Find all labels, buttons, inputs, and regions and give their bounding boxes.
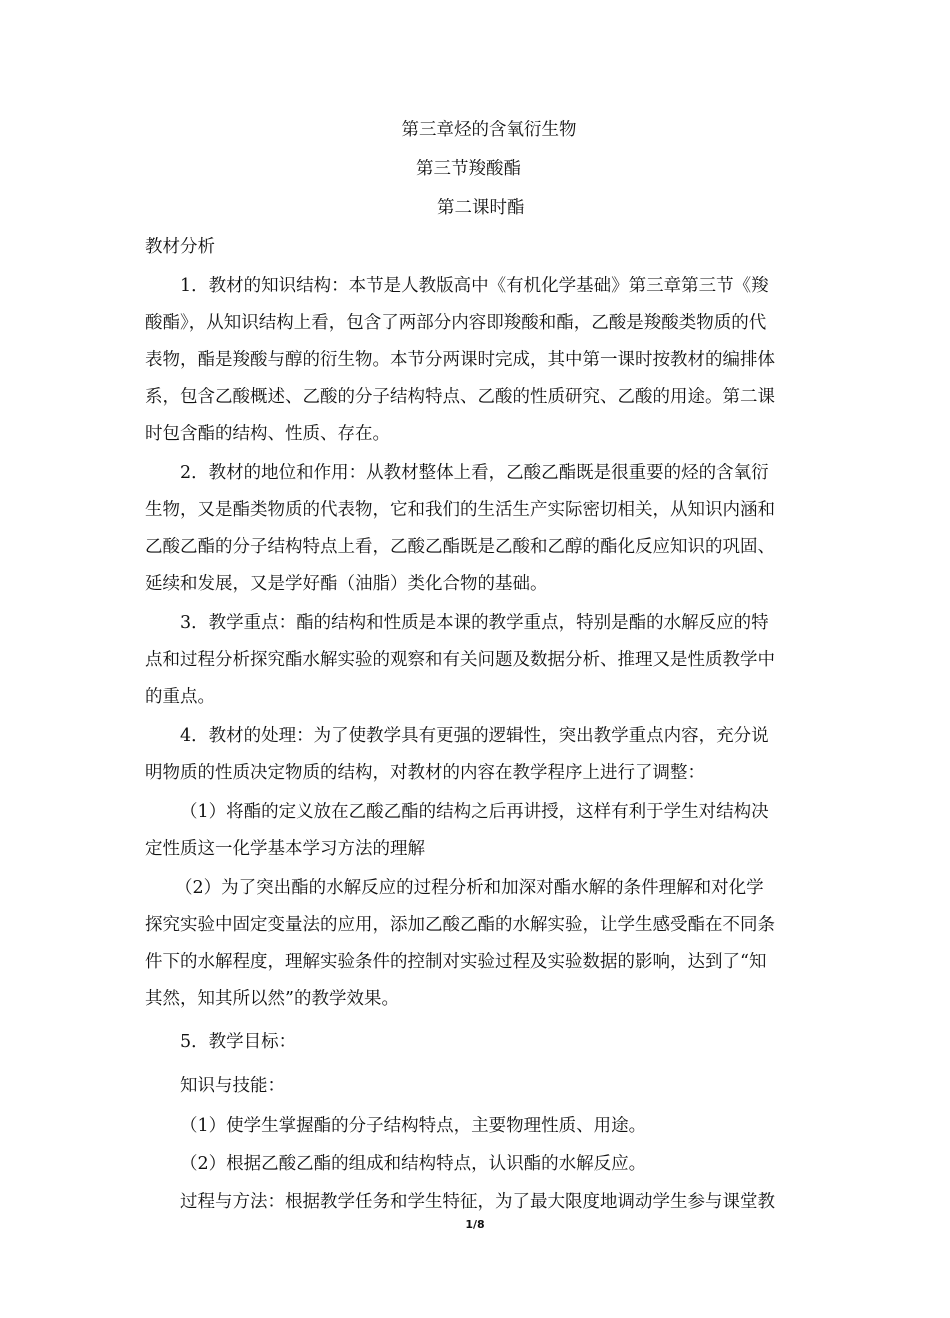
paragraph-line: 系，包含乙酸概述、乙酸的分子结构特点、乙酸的性质研究、乙酸的用途。第二课: [145, 387, 775, 407]
paragraph-line: 5．教学目标：: [180, 1032, 297, 1052]
paragraph-line: （2）根据乙酸乙酯的组成和结构特点，认识酯的水解反应。: [180, 1154, 647, 1174]
lesson-title: 第二课时酯: [437, 198, 525, 218]
paragraph-line: 其然，知其所以然”的教学效果。: [145, 989, 399, 1009]
paragraph-line: 延续和发展，又是学好酯（油脂）类化合物的基础。: [145, 574, 548, 594]
paragraph-line: 定性质这一化学基本学习方法的理解: [145, 839, 425, 859]
paragraph-line: 时包含酯的结构、性质、存在。: [145, 424, 390, 444]
chapter-title: 第三章烃的含氧衍生物: [401, 120, 577, 140]
paragraph-line: （1）使学生掌握酯的分子结构特点，主要物理性质、用途。: [180, 1116, 647, 1136]
paragraph-line: 点和过程分析探究酯水解实验的观察和有关问题及数据分析、推理又是性质教学中: [145, 650, 775, 670]
paragraph-line: （1）将酯的定义放在乙酸乙酯的结构之后再讲授，这样有利于学生对结构决: [180, 802, 769, 822]
paragraph-line: 乙酸乙酯的分子结构特点上看，乙酸乙酯既是乙酸和乙醇的酯化反应知识的巩固、: [145, 537, 775, 557]
paragraph-line: 明物质的性质决定物质的结构，对教材的内容在教学程序上进行了调整：: [145, 763, 705, 783]
paragraph-line: 2．教材的地位和作用：从教材整体上看，乙酸乙酯既是很重要的烃的含氧衍: [180, 463, 769, 483]
paragraph-line: （2）为了突出酯的水解反应的过程分析和加深对酯水解的条件理解和对化学: [175, 878, 764, 898]
paragraph-line: 探究实验中固定变量法的应用，添加乙酸乙酯的水解实验，让学生感受酯在不同条: [145, 915, 775, 935]
paragraph-line: 生物，又是酯类物质的代表物，它和我们的生活生产实际密切相关，从知识内涵和: [145, 500, 775, 520]
paragraph-line: 件下的水解程度，理解实验条件的控制对实验过程及实验数据的影响，达到了“知: [145, 952, 767, 972]
page-number: 1/8: [465, 1218, 485, 1231]
paragraph-line: 过程与方法：根据教学任务和学生特征，为了最大限度地调动学生参与课堂教: [180, 1192, 775, 1212]
paragraph-line: 表物，酯是羧酸与醇的衍生物。本节分两课时完成，其中第一课时按教材的编排体: [145, 350, 775, 370]
section-title: 第三节羧酸酯: [416, 159, 521, 179]
heading-textbook-analysis: 教材分析: [145, 237, 215, 257]
paragraph-line: 3．教学重点：酯的结构和性质是本课的教学重点，特别是酯的水解反应的特: [180, 613, 769, 633]
paragraph-line: 1．教材的知识结构：本节是人教版高中《有机化学基础》第三章第三节《羧: [180, 276, 769, 296]
paragraph-line: 酸酯》，从知识结构上看，包含了两部分内容即羧酸和酯，乙酸是羧酸类物质的代: [145, 313, 767, 333]
paragraph-line: 的重点。: [145, 687, 215, 707]
paragraph-line: 4．教材的处理：为了使教学具有更强的逻辑性，突出教学重点内容，充分说: [180, 726, 769, 746]
paragraph-line: 知识与技能：: [180, 1076, 285, 1096]
